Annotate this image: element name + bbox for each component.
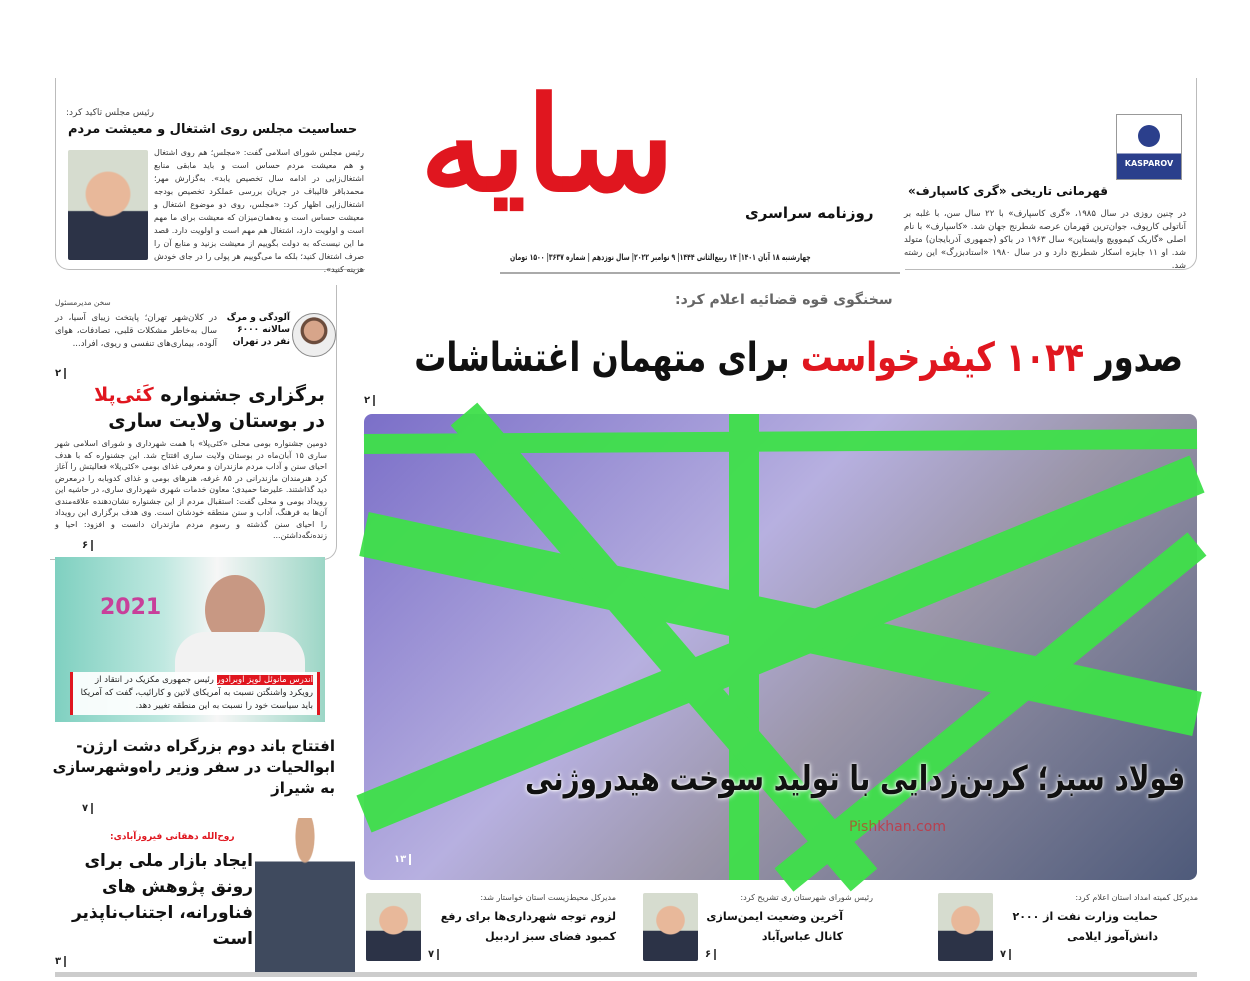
brief-photo	[643, 893, 698, 961]
footer-rule	[55, 972, 1197, 977]
mexico-photo: 2021	[55, 557, 325, 722]
editorial-body: در کلان‌شهر تهران؛ پایتخت زیبای آسیا، در سال به‌خاطر مشکلات قلبی، تصادفات، هوای آلوده، بیماری‌های تنفسی و ریوی، افراد...	[55, 313, 217, 349]
research-kicker: روح‌الله دهقانی فیروزآبادی:	[110, 832, 235, 842]
festival-title: برگزاری جشنواره کَئی‌پلا در بوستان ولایت ساری	[94, 384, 325, 432]
parliament-body: رئیس مجلس شورای اسلامی گفت: «مجلس؛ هم روی اشتغال و هم معیشت مردم حساس است و باید مابقی منابع اشتغال‌زایی در ادامه سال تخصیص یابد». به‌گزارش مهر؛ محمدباقر قالیباف در جریان بررسی عملکرد تخصیص بودجه اشتغال‌زایی اظهار کرد: «مجلس، روی دو موضوع اشتغال و معیشت حساس است و به‌همان‌میزان که معیشت برای ما مهم است و اولویت دارد، اشتغال هم مهم است و اولویت دارد. قصد ما این نیست‌که به دولت بگوییم از معیشت بزنید و منابع آن را صرف اشتغال کنید؛ بلکه ما می‌گوییم هر پولی را در جای خودش هزینه کنید».	[154, 148, 364, 274]
lead-kicker: سخنگوی قوه قضائیه اعلام کرد:	[675, 292, 893, 308]
brief-2: رئیس شورای شهرستان ری تشریح کرد: آخرین وضعیت ایمن‌سازی کانال عباس‌آباد ۶	[643, 893, 903, 963]
editorial-title: آلودگی و مرگ سالانه ۶۰۰۰ نفر در تهران	[226, 313, 290, 347]
parliament-title: حساسیت مجلس روی اشتغال و معیشت مردم	[68, 122, 358, 137]
dehghani-photo	[255, 818, 355, 973]
photo-page: ۱۳	[394, 854, 411, 865]
editorial-label: سخن مدیرمسئول	[55, 298, 111, 307]
kasparov-body: در چنین روزی در سال ۱۹۸۵، «گری کاسپارف» با ۲۲ سال سن، با غلبه بر آناتولی کارپوف، جوان‌ترین قهرمان عرصه شطرنج جهان شد. «کاسپارف» با نام اصلی «گاریک کیموویچ وایستاین» سال ۱۹۶۳ در باکو (جمهوری آذربایجان) متولد شد. او ۱۱ جایزه اسکار شطرنج دارد و در سال ۱۹۸۰ «استادبزرگ» این رشته شد.	[904, 209, 1186, 271]
dateline: چهارشنبه ۱۸ آبان ۱۴۰۱| ۱۴ ربیع‌الثانی ۱۴۴۴| ۹ نوامبر ۲۰۲۲| سال نوزدهم | شماره ۳۶۳۷| ۱۵۰۰ تومان	[510, 253, 811, 263]
brief-3: مدیرکل محیط‌زیست استان خواستار شد: لزوم توجه شهرداری‌ها برای رفع کمبود فضای سبز اردبیل ۷	[366, 893, 616, 963]
brief-photo	[366, 893, 421, 961]
highway-page: ۷	[82, 803, 93, 814]
research-title: ایجاد بازار ملی برای رونق پژوهش های فناورانه، اجتناب‌ناپذیر است	[71, 851, 253, 949]
brief-photo	[938, 893, 993, 961]
kasparov-title: قهرمانی تاریخی «گری کاسپارف»	[907, 184, 1108, 198]
highway-title: افتتاح باند دوم بزرگراه دشت ارژن-ابوالحیات در سفر وزیر راه‌وشهرسازی به شیراز	[52, 737, 335, 797]
watermark: Pishkhan.com	[849, 819, 946, 835]
kasparov-box	[905, 78, 1197, 270]
parliament-kicker: رئیس مجلس تاکید کرد:	[66, 108, 154, 118]
lead-page: ۲	[364, 395, 375, 406]
festival-page: ۶	[82, 540, 93, 551]
editor-avatar	[292, 313, 336, 357]
lead-title: صدور ۱۰۲۴ کیفرخواست برای متهمان اغتشاشات	[414, 335, 1183, 381]
brief-1: مدیرکل کمیته امداد استان اعلام کرد: حمایت وزارت نفت از ۲۰۰۰ دانش‌آموز ایلامی ۷	[938, 893, 1198, 963]
editorial-page: ۲	[55, 368, 66, 379]
parliament-box	[55, 78, 365, 274]
logo: سایه	[420, 68, 675, 221]
research-page: ۳	[55, 956, 66, 967]
photo-caption: فولاد سبز؛ کربن‌زدایی با تولید سوخت هیدروژنی	[524, 759, 1185, 799]
subtitle: روزنامه سراسری	[745, 204, 874, 222]
festival-body: دومین جشنواره بومی محلی «کئی‌پلا» با همت شهرداری و شورای اسلامی شهر ساری ۱۵ آبان‌ماه در بوستان ولایت ساری افتتاح شد. این جشنواره که با هدف احیای سنن و آداب مردم مازندران و معرفی غذای بومی «کئی‌پلا» فعالیتش را آغاز کرد هنرمندان مازندرانی در ۸۵ غرفه، هنرهای بومی و غذای کدوبابه را درمعرض دید گذاشتند. علیرضا حمیدی؛ معاون خدمات شهری شهرداری ساری، در حاشیه این رویداد بومی و محلی گفت: استقبال مردم از این جشنواره نشان‌دهنده علاقه‌مندی آن‌ها به فرهنگ، آداب و سنن منطقه خودشان است. وی هدف برگزاری این رویداد را احیای سنن گذشته و رسوم مردم مازندران دانست و افزود: احیا و زنده‌نگه‌داشتن...	[55, 439, 328, 540]
green-steel-photo	[364, 414, 1197, 880]
kasparov-logo: KASPAROV	[1116, 114, 1182, 180]
qalibaf-photo	[68, 150, 148, 260]
masthead-rule	[500, 272, 900, 274]
mexico-caption: آندرس مانوئل لوپز اوبرادور رئیس جمهوری مکزیک در انتقاد از رویکرد واشنگتن نسبت به آمریکای لاتین و کارائیب، گفت که آمریکا باید سیاست خود را نسبت به این منطقه تغییر دهد.	[70, 672, 320, 715]
